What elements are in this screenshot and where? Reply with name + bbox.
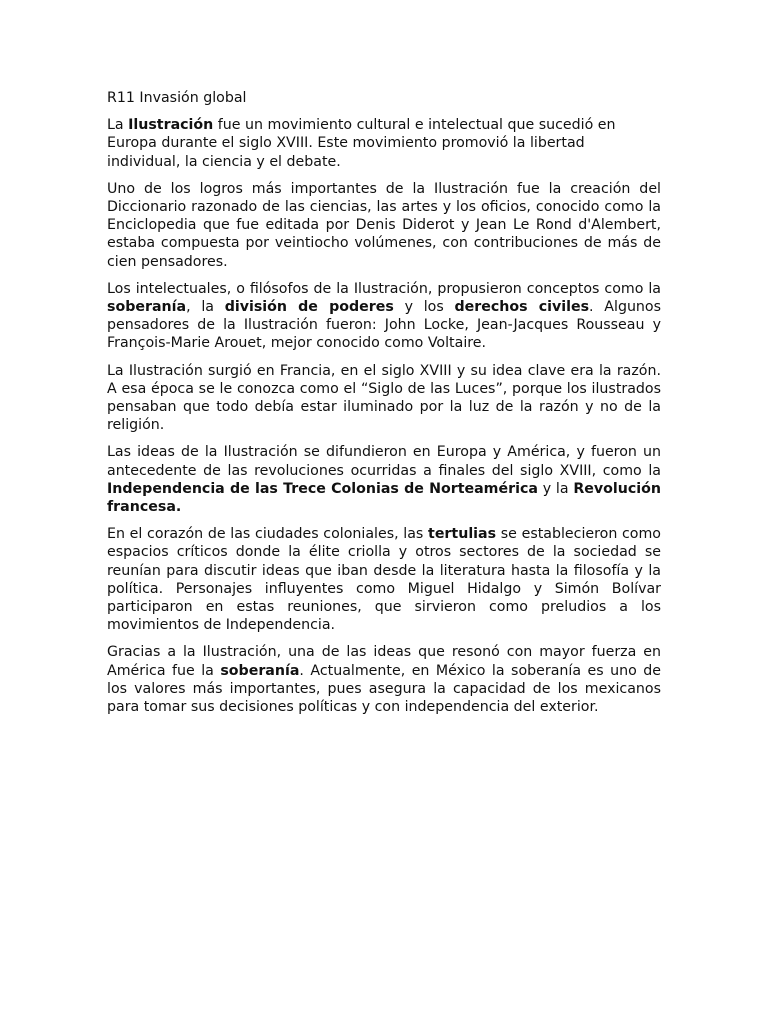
paragraph-5-text-a: Las ideas de la Ilustración se difundieron en Europa y América, y fueron un antecedente de las revoluciones ocurridas a finales del siglo XVIII, como la xyxy=(107,444,661,479)
paragraph-3 xyxy=(107,280,661,353)
document-page xyxy=(107,89,661,725)
paragraph-3-text-c: , la xyxy=(186,299,225,316)
paragraph-1-text-c: fue un movimiento cultural e intelectual que sucedió en Europa durante el siglo XVIII. Este movimiento promovió la libertad individual, la ciencia y el debate. xyxy=(107,117,616,170)
bold-term-independencia-trece-colonias: Independencia de las Trece Colonias de Norteamérica xyxy=(107,480,538,497)
bold-term-derechos-civiles: derechos civiles xyxy=(454,299,590,316)
bold-term-tertulias: tertulias xyxy=(428,526,497,543)
paragraph-3-text-a: Los intelectuales, o filósofos de la Ilustración, propusieron conceptos como la xyxy=(107,280,661,297)
paragraph-4: La Ilustración surgió en Francia, en el siglo XVIII y su idea clave era la razón. A esa época se le conozca como el “Siglo de las Luces”, porque los ilustrados pensaban que todo debía estar iluminado por la luz de la razón y no de la religión. xyxy=(107,362,661,434)
bold-term-soberania: soberanía xyxy=(107,299,187,316)
bold-term-soberania-2: soberanía xyxy=(220,662,300,679)
paragraph-7 xyxy=(107,643,661,716)
paragraph-5 xyxy=(107,443,661,516)
paragraph-1 xyxy=(107,116,661,171)
paragraph-6-text-c: se establecieron como espacios críticos donde la élite criolla y otros sectores de la sociedad se reunían para discutir ideas que iban desde la literatura hasta la filosofía y la política. Personajes influyentes como Miguel Hidalgo y Simón Bolívar participaron en estas reuniones, que sirvieron como preludios a los movimientos de Independencia. xyxy=(107,526,661,634)
bold-term-division-de-poderes: división de poderes xyxy=(224,299,394,316)
paragraph-3-text-d: y los xyxy=(393,299,455,316)
paragraph-6-text-a: En el corazón de las ciudades coloniales, las xyxy=(107,526,429,543)
paragraph-6 xyxy=(107,525,661,634)
paragraph-3-text-e: . Algunos pensadores de la Ilustración fueron: John Locke, Jean-Jacques Rousseau y François-Marie Arouet, mejor conocido como Voltaire. xyxy=(107,299,661,352)
paragraph-2: Uno de los logros más importantes de la Ilustración fue la creación del Diccionario razonado de las ciencias, las artes y los oficios, conocido como la Enciclopedia que fue editada por Denis Diderot y Jean Le Rond d'Alembert, estaba compuesta por veintiocho volúmenes, con contribuciones de más de cien pensadores. xyxy=(107,180,661,270)
bold-term-ilustracion: Ilustración xyxy=(128,117,214,134)
paragraph-7-text-c: . Actualmente, en México la soberanía es uno de los valores más importantes, pues asegura la capacidad de los mexicanos para tomar sus decisiones políticas y con independencia del exterior. xyxy=(107,662,661,716)
paragraph-1-text-a: La xyxy=(107,117,129,134)
document-title: R11 Invasión global xyxy=(107,90,247,106)
bold-term-revolucion-francesa: Revolución francesa. xyxy=(107,480,662,516)
paragraph-7-text-a: Gracias a la Ilustración, una de las ideas que resonó con mayor fuerza en América fue la xyxy=(107,644,661,679)
paragraph-5-text-c: y la xyxy=(537,480,574,497)
